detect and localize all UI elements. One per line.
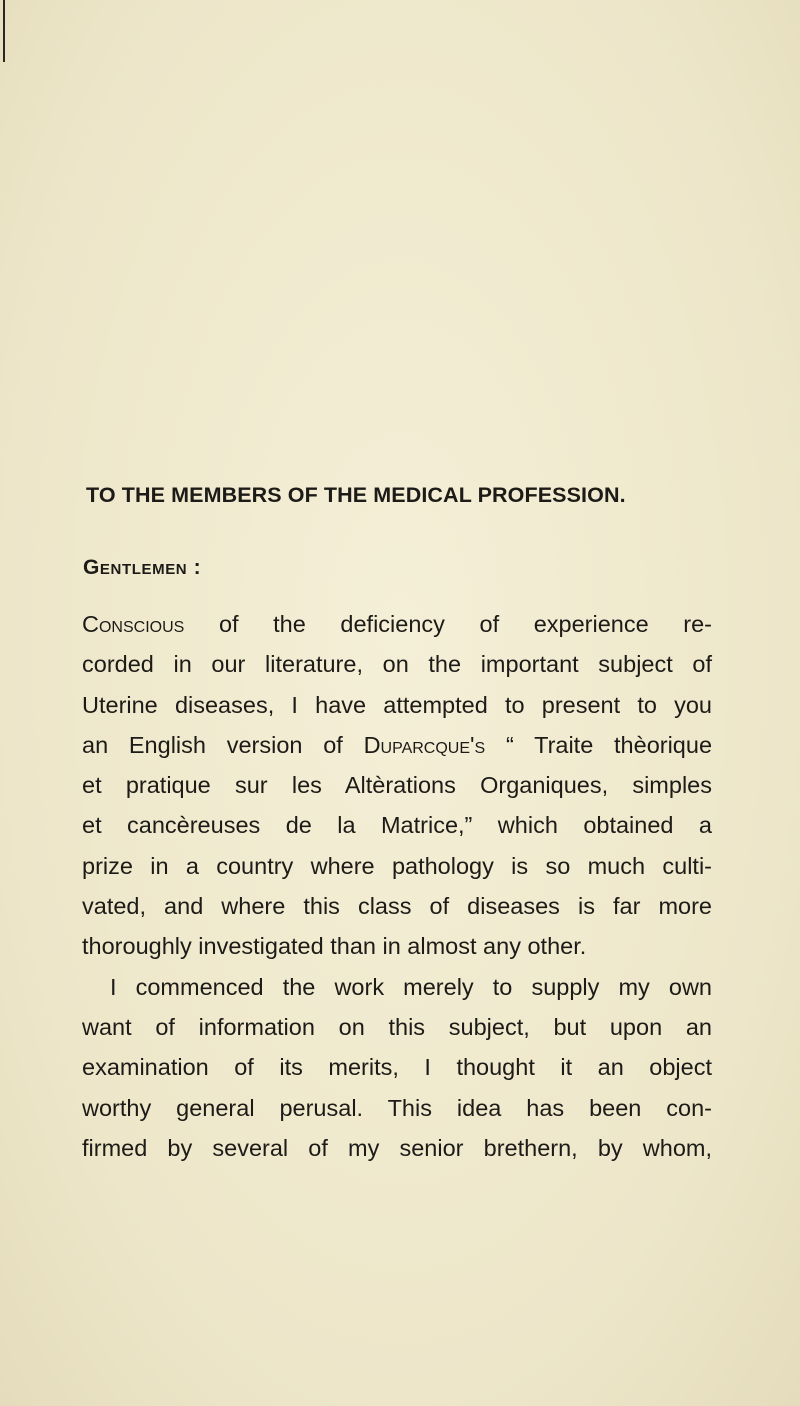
text-line-3: [82, 685, 712, 725]
line-7-text: prize in a country where pathology is so much culti-: [82, 852, 712, 879]
line-1-text: [82, 604, 712, 644]
line-3-text: Uterine diseases, I have attempted to present to you: [82, 691, 712, 718]
word-conscious: Conscious: [82, 611, 185, 637]
line-12-text: examination of its merits, I thought it an object: [82, 1054, 712, 1081]
dedication-heading: TO THE MEMBERS OF THE MEDICAL PROFESSION.: [86, 483, 626, 507]
text-line-14: [82, 1128, 712, 1168]
line-14-text: firmed by several of my senior brethern, by whom,: [82, 1134, 712, 1161]
text-line-7: [82, 846, 712, 886]
line-4-part-a: an English version of: [82, 731, 343, 758]
line-10-text: I commenced the work merely to supply my own: [110, 973, 712, 1000]
line-4-part-c: “ Traite thèorique: [505, 731, 713, 758]
salutation: Gentlemen :: [83, 556, 202, 579]
body-paragraphs: [82, 604, 712, 1168]
line-4-text: [82, 725, 712, 765]
text-line-9: [82, 926, 712, 966]
line-8-text: vated, and where this class of diseases is far more: [82, 893, 712, 920]
line-5-text: et pratique sur les Altèrations Organiques, simples: [82, 772, 712, 799]
dedication-text-block: [82, 480, 712, 1168]
line-9-text: thoroughly investigated than in almost any other.: [82, 933, 587, 960]
line-11-text: want of information on this subject, but upon an: [82, 1013, 712, 1040]
line-6-text: et cancèreuses de la Matrice,” which obtained a: [82, 812, 712, 839]
text-line-8: [82, 886, 712, 926]
author-name-duparcque: Duparcque's: [363, 731, 486, 758]
page-edge-mark: [3, 0, 5, 62]
line-13-text: worthy general perusal. This idea has been con-: [82, 1094, 712, 1121]
text-line-11: [82, 1007, 712, 1047]
line-1-rest: of the deficiency of experience re-: [218, 611, 712, 637]
text-line-6: [82, 805, 712, 845]
text-line-13: [82, 1088, 712, 1128]
text-line-12: [82, 1047, 712, 1087]
text-line-1: [82, 604, 712, 644]
text-line-4: [82, 725, 712, 765]
text-line-5: [82, 765, 712, 805]
line-2-text: corded in our literature, on the important subject of: [82, 651, 712, 678]
text-line-2: [82, 644, 712, 684]
text-line-10: [82, 967, 712, 1007]
